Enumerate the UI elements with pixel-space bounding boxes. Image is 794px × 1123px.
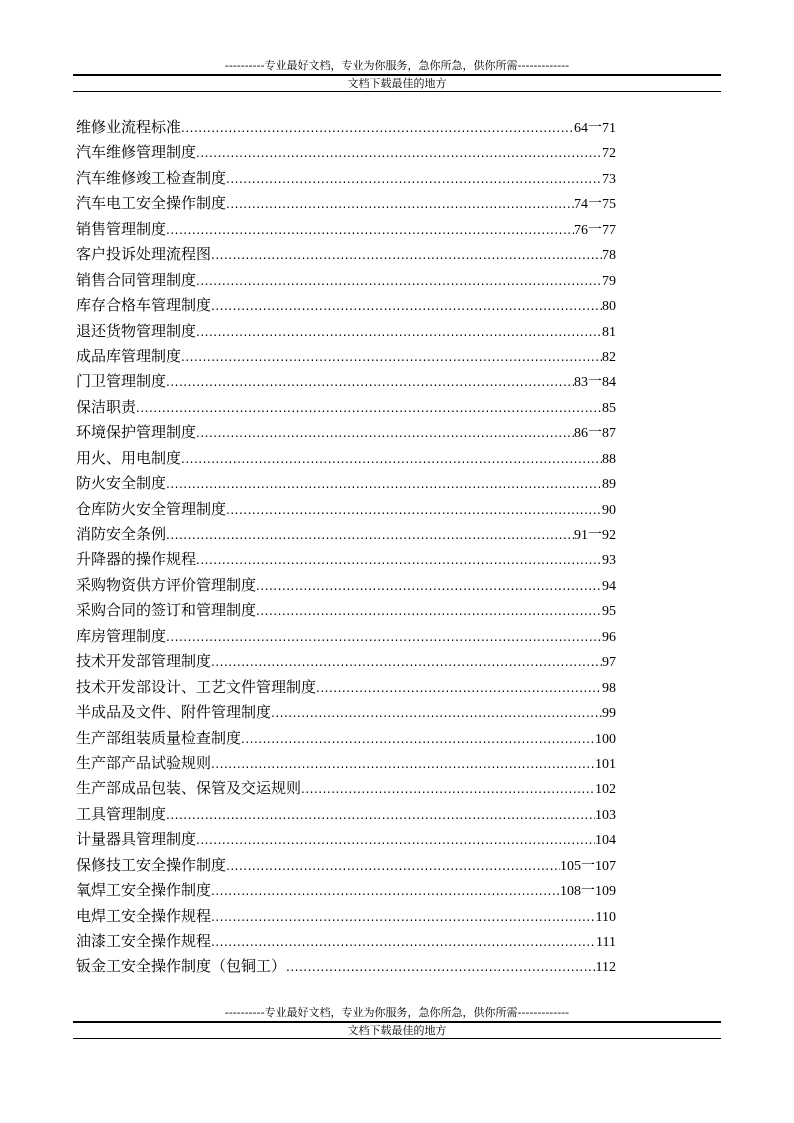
toc-entry[interactable] [76, 573, 616, 598]
toc-entry[interactable] [76, 649, 616, 674]
toc-entry-title: 退还货物管理制度 [76, 321, 197, 340]
toc-entry-title: 汽车维修管理制度 [76, 143, 197, 162]
toc-entry[interactable] [76, 675, 616, 700]
toc-dot-leader [196, 421, 574, 446]
toc-dot-leader [256, 599, 602, 624]
header-tagline: ----------专业最好文档，专业为你服务，急你所急，供你所需------------- [224, 59, 570, 72]
toc-entry[interactable] [76, 268, 616, 293]
toc-entry[interactable] [76, 217, 616, 242]
toc-dot-leader [166, 472, 602, 497]
toc-entry[interactable] [76, 471, 616, 496]
toc-entry-page: 111 [596, 935, 616, 950]
toc-entry[interactable] [76, 395, 616, 420]
toc-entry[interactable] [76, 522, 616, 547]
toc-dot-leader [166, 523, 574, 548]
toc-entry-title: 门卫管理制度 [76, 372, 167, 391]
toc-dot-leader [166, 803, 595, 828]
toc-entry-title: 技术开发部管理制度 [76, 652, 212, 671]
toc-entry-title: 氧焊工安全操作制度 [76, 881, 212, 900]
toc-entry-page: 90 [602, 502, 616, 518]
toc-entry-title: 钣金工安全操作制度（包铜工） [76, 957, 287, 976]
toc-entry[interactable] [76, 802, 616, 827]
footer-rule-bottom [73, 1038, 721, 1039]
toc-dot-leader [241, 727, 595, 752]
toc-entry-page: 102 [595, 782, 616, 798]
footer-subtitle: 文档下载最佳的地方 [347, 1024, 447, 1037]
toc-entry-title: 消防安全条例 [76, 525, 167, 543]
toc-entry-page: 100 [595, 731, 616, 747]
toc-entry[interactable] [76, 827, 616, 852]
toc-entry-title: 计量器具管理制度 [76, 830, 197, 849]
toc-entry-page: 78 [602, 248, 616, 264]
toc-entry-page: 108一109 [560, 884, 616, 900]
toc-entry-page: 104 [595, 833, 616, 849]
toc-entry-title: 生产部产品试验规则 [76, 753, 212, 772]
toc-entry[interactable] [76, 140, 616, 165]
toc-dot-leader [211, 752, 595, 777]
toc-entry-page: 105一107 [560, 858, 616, 874]
toc-entry-page: 81 [602, 324, 616, 340]
toc-entry[interactable] [76, 242, 616, 267]
page-footer [73, 1006, 721, 1039]
toc-entry-title: 电焊工安全操作规程 [76, 906, 212, 925]
toc-entry[interactable] [76, 547, 616, 572]
toc-entry-page: 85 [602, 400, 616, 416]
toc-entry-title: 销售管理制度 [76, 219, 167, 238]
toc-entry-page: 89 [602, 477, 616, 493]
toc-entry-title: 销售合同管理制度 [76, 270, 197, 289]
toc-entry-page: 73 [602, 171, 616, 187]
toc-dot-leader [211, 650, 602, 675]
toc-entry[interactable] [76, 319, 616, 344]
toc-dot-leader [181, 116, 574, 141]
page-header [73, 59, 721, 92]
toc-entry-page: 98 [602, 680, 616, 696]
toc-dot-leader [166, 370, 574, 395]
toc-dot-leader [196, 269, 602, 294]
toc-dot-leader [271, 701, 602, 726]
toc-entry-page: 99 [602, 706, 616, 722]
toc-entry-page: 112 [595, 960, 616, 976]
toc-dot-leader [226, 192, 574, 217]
toc-entry[interactable] [76, 726, 616, 751]
toc-entry-title: 工具管理制度 [76, 804, 167, 823]
toc-dot-leader [166, 218, 574, 243]
toc-entry-page: 101 [595, 756, 616, 772]
toc-entry-title: 库房管理制度 [76, 626, 167, 645]
toc-entry-page: 91一92 [574, 528, 616, 543]
footer-tagline: ----------专业最好文档，专业为你服务，急你所急，供你所需------------- [224, 1006, 570, 1019]
toc-dot-leader [301, 777, 595, 802]
toc-entry[interactable] [76, 954, 616, 979]
toc-entry-page: 76一77 [574, 222, 616, 238]
toc-dot-leader [226, 854, 560, 879]
toc-entry-title: 库存合格车管理制度 [76, 296, 212, 315]
toc-entry-page: 83一84 [574, 375, 616, 391]
toc-entry-title: 采购合同的签订和管理制度 [76, 601, 257, 620]
toc-dot-leader [211, 930, 596, 955]
toc-entry-page: 103 [595, 807, 616, 823]
toc-dot-leader [211, 879, 560, 904]
toc-entry[interactable] [76, 497, 616, 522]
toc-entry-title: 成品库管理制度 [76, 346, 182, 365]
toc-entry-page: 79 [602, 273, 616, 289]
toc-entry[interactable] [76, 369, 616, 394]
toc-entry-page: 96 [602, 629, 616, 645]
toc-entry[interactable] [76, 115, 616, 140]
table-of-contents [76, 115, 616, 980]
toc-entry-page: 88 [602, 451, 616, 467]
toc-dot-leader [166, 625, 602, 650]
toc-entry-title: 技术开发部设计、工艺文件管理制度 [76, 677, 317, 696]
toc-dot-leader [211, 243, 602, 268]
toc-dot-leader [211, 905, 596, 930]
toc-entry[interactable] [76, 624, 616, 649]
toc-dot-leader [286, 955, 596, 980]
toc-entry-title: 保洁职责 [76, 397, 137, 416]
toc-entry-title: 油漆工安全操作规程 [76, 932, 212, 950]
toc-entry[interactable] [76, 878, 616, 903]
toc-dot-leader [181, 345, 602, 370]
toc-entry[interactable] [76, 598, 616, 623]
toc-entry[interactable] [76, 166, 616, 191]
toc-entry[interactable] [76, 776, 616, 801]
toc-entry[interactable] [76, 853, 616, 878]
toc-dot-leader [196, 320, 602, 345]
toc-dot-leader [136, 396, 602, 421]
toc-entry-page: 72 [602, 146, 616, 162]
toc-entry-title: 仓库防火安全管理制度 [76, 499, 227, 518]
toc-dot-leader [211, 294, 602, 319]
toc-dot-leader [196, 548, 602, 573]
toc-entry-page: 64一71 [574, 121, 616, 136]
toc-entry-title: 半成品及文件、附件管理制度 [76, 703, 272, 722]
toc-dot-leader [181, 447, 602, 472]
toc-entry-title: 环境保护管理制度 [76, 423, 197, 442]
toc-entry-page: 80 [602, 299, 616, 315]
header-rule-bottom [73, 91, 721, 92]
toc-entry[interactable] [76, 904, 616, 929]
toc-entry-title: 客户投诉处理流程图 [76, 245, 212, 264]
toc-entry[interactable] [76, 700, 616, 725]
toc-entry-title: 汽车电工安全操作制度 [76, 194, 227, 213]
toc-entry-page: 95 [602, 604, 616, 620]
toc-entry[interactable] [76, 344, 616, 369]
toc-dot-leader [226, 167, 602, 192]
toc-entry-title: 用火、用电制度 [76, 448, 182, 467]
toc-entry-title: 保修技工安全操作制度 [76, 855, 227, 874]
toc-entry-title: 采购物资供方评价管理制度 [76, 575, 257, 594]
toc-entry-title: 生产部组装质量检查制度 [76, 728, 242, 747]
toc-dot-leader [196, 828, 595, 853]
toc-entry-page: 110 [595, 909, 616, 925]
toc-entry-page: 97 [602, 655, 616, 671]
toc-entry-page: 74一75 [574, 197, 616, 213]
toc-dot-leader [316, 676, 602, 701]
toc-entry-title: 维修业流程标准 [76, 118, 182, 136]
toc-entry-title: 生产部成品包装、保管及交运规则 [76, 779, 302, 798]
toc-dot-leader [196, 141, 602, 166]
header-subtitle: 文档下载最佳的地方 [347, 77, 447, 90]
toc-dot-leader [226, 498, 602, 523]
toc-dot-leader [256, 574, 602, 599]
toc-entry-page: 94 [602, 578, 616, 594]
toc-entry[interactable] [76, 446, 616, 471]
toc-entry-title: 升降器的操作规程 [76, 550, 197, 569]
toc-entry[interactable] [76, 293, 616, 318]
toc-entry[interactable] [76, 751, 616, 776]
toc-entry-page: 86一87 [574, 426, 616, 442]
toc-entry-page: 93 [602, 553, 616, 569]
toc-entry[interactable] [76, 929, 616, 954]
toc-entry-page: 82 [602, 349, 616, 365]
toc-entry-title: 防火安全制度 [76, 474, 167, 493]
toc-entry[interactable] [76, 420, 616, 445]
toc-entry-title: 汽车维修竣工检查制度 [76, 168, 227, 187]
toc-entry[interactable] [76, 191, 616, 216]
